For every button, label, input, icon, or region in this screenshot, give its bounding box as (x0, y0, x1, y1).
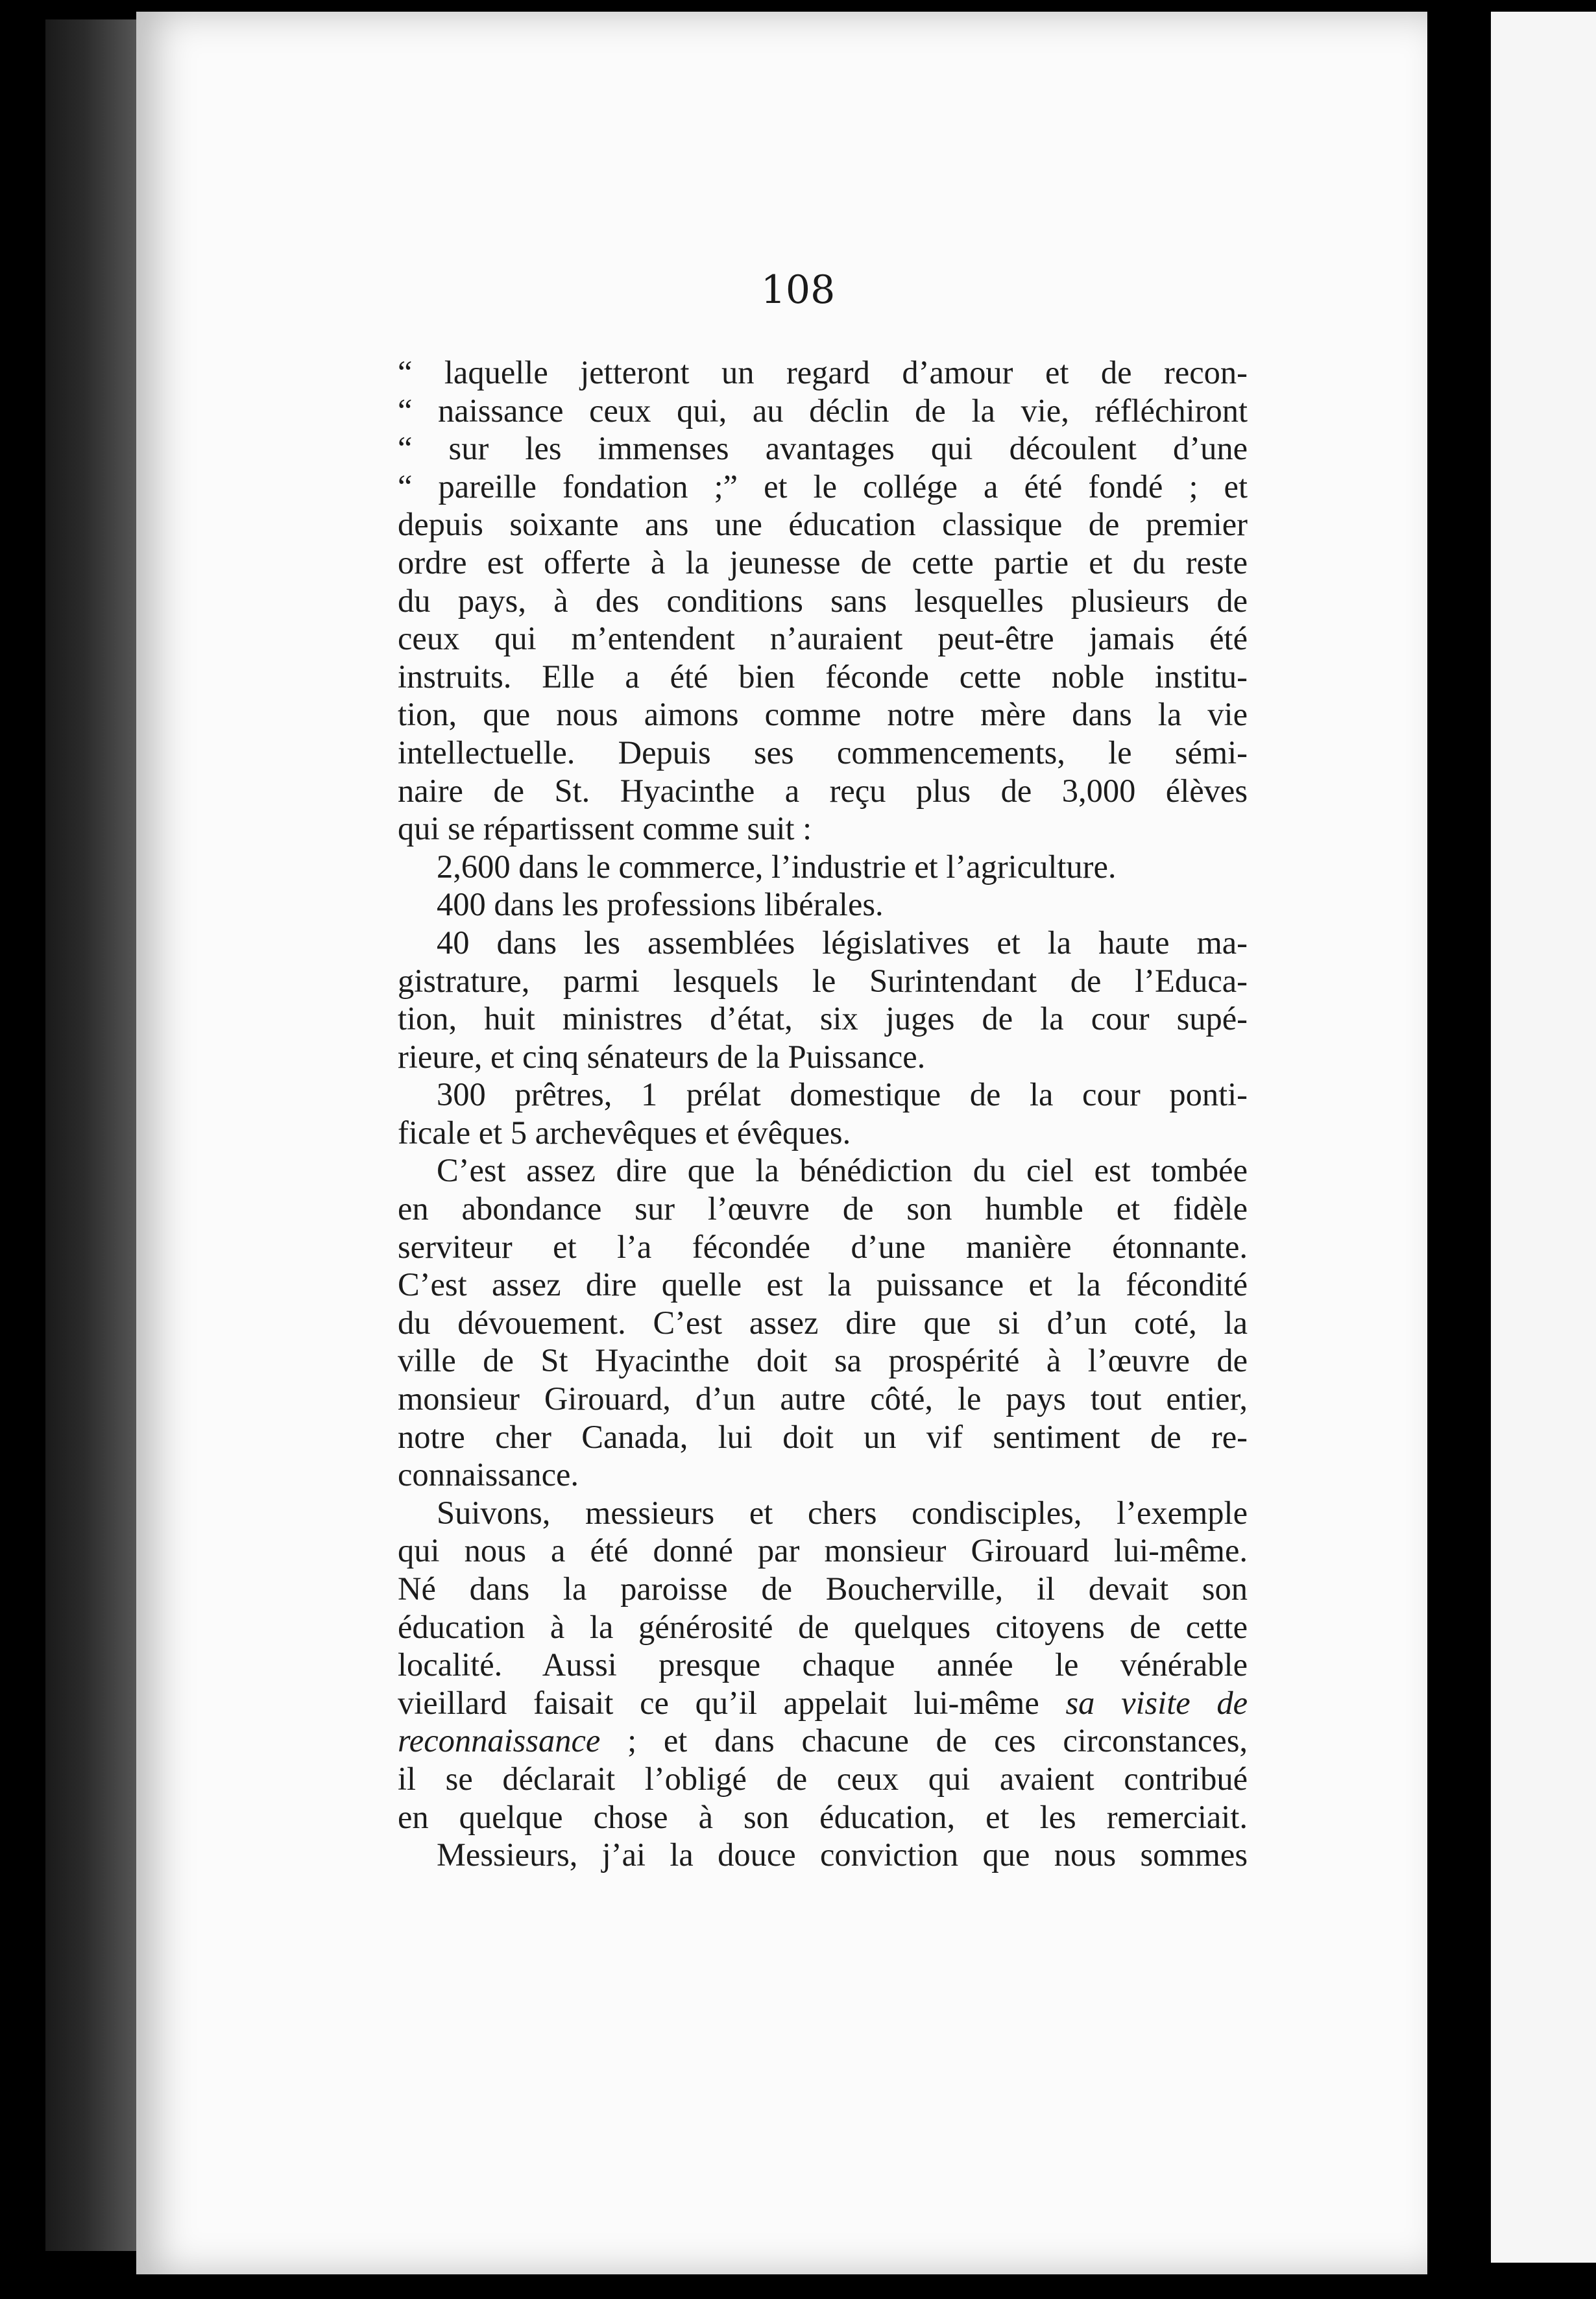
text-line (398, 1646, 1248, 1684)
text-line (398, 1418, 1248, 1456)
text-line (398, 1570, 1248, 1608)
line-text: il se déclarait l’obligé de ceux qui avaient contribué (398, 1760, 1248, 1797)
text-line (398, 1494, 1248, 1532)
line-text: 300 prêtres, 1 prélat domestique de la cour ponti- (437, 1076, 1248, 1113)
text-line (398, 1228, 1248, 1266)
line-text: Suivons, messieurs et chers condisciples, l’exemple (437, 1494, 1248, 1531)
line-text: qui se répartissent comme suit : (398, 810, 812, 847)
line-text: monsieur Girouard, d’un autre côté, le pays tout entier, (398, 1380, 1248, 1417)
line-text: qui nous a été donné par monsieur Girouard lui-même. (398, 1532, 1248, 1569)
line-text: “ sur les immenses avantages qui découlent d’une (398, 430, 1248, 467)
text-line (398, 1304, 1248, 1342)
line-text: connaissance. (398, 1456, 579, 1493)
line-text: “ naissance ceux qui, au déclin de la vie, réfléchiront (398, 392, 1248, 429)
line-text: “ laquelle jetteront un regard d’amour et de recon- (398, 354, 1248, 391)
line-text: rieure, et cinq sénateurs de la Puissance. (398, 1038, 926, 1075)
text-line (398, 1760, 1248, 1798)
text-line (398, 1038, 1248, 1076)
text-line (398, 1114, 1248, 1152)
text-line (398, 695, 1248, 734)
line-text: C’est assez dire que la bénédiction du ciel est tombée (437, 1152, 1248, 1189)
text-line (398, 658, 1248, 696)
text-line (398, 1456, 1248, 1494)
line-text: ficale et 5 archevêques et évêques. (398, 1114, 851, 1151)
text-line (398, 354, 1248, 392)
text-line (398, 772, 1248, 810)
text-line (398, 810, 1248, 848)
text-line (398, 734, 1248, 772)
line-text: “ pareille fondation ;” et le collége a été fondé ; et (398, 468, 1248, 505)
line-text: du pays, à des conditions sans lesquelles plusieurs de (398, 582, 1248, 619)
line-text: tion, huit ministres d’état, six juges de la cour supé- (398, 1000, 1248, 1037)
line-text: vieillard faisait ce qu’il appelait lui-même (398, 1684, 1039, 1721)
line-text: du dévouement. C’est assez dire que si d’un coté, la (398, 1304, 1248, 1341)
text-line (398, 1000, 1248, 1038)
line-text: éducation à la générosité de quelques citoyens de cette (398, 1608, 1248, 1645)
line-text: tion, que nous aimons comme notre mère dans la vie (398, 696, 1248, 733)
text-line (398, 468, 1248, 506)
line-text: en quelque chose à son éducation, et les remerciait. (398, 1798, 1248, 1835)
text-line (398, 962, 1248, 1000)
line-text: Né dans la paroisse de Boucherville, il devait son (398, 1571, 1248, 1607)
line-text: 40 dans les assemblées législatives et la haute ma- (437, 924, 1248, 961)
italic-phrase: reconnaissance (398, 1722, 601, 1759)
line-text: serviteur et l’a fécondée d’une manière étonnante. (398, 1228, 1248, 1265)
line-text: depuis soixante ans une éducation classique de premier (398, 506, 1248, 543)
text-line (398, 1532, 1248, 1570)
text-line (398, 1798, 1248, 1836)
line-text: ceux qui m’entendent n’auraient peut-être jamais été (398, 620, 1248, 657)
line-text: Messieurs, j’ai la douce conviction que nous sommes (437, 1836, 1248, 1873)
line-text: gistrature, parmi lesquels le Surintendant de l’Educa- (398, 962, 1248, 999)
text-line (398, 1836, 1248, 1874)
line-text: C’est assez dire quelle est la puissance et la fécondité (398, 1266, 1248, 1303)
text-line (398, 885, 1248, 924)
text-line (398, 505, 1248, 544)
line-text: instruits. Elle a été bien féconde cette noble institu- (398, 658, 1248, 695)
text-line (398, 848, 1248, 886)
line-text: notre cher Canada, lui doit un vif sentiment de re- (398, 1418, 1248, 1455)
text-line (398, 582, 1248, 620)
line-text: 2,600 dans le commerce, l’industrie et l’agriculture. (437, 848, 1117, 885)
body-text (398, 354, 1248, 1874)
line-text: en abondance sur l’œuvre de son humble et fidèle (398, 1190, 1248, 1227)
page-number: 108 (760, 267, 836, 313)
text-line (398, 1684, 1248, 1722)
text-line (398, 1076, 1248, 1114)
text-line (398, 1266, 1248, 1304)
text-line (398, 924, 1248, 962)
line-text: naire de St. Hyacinthe a reçu plus de 3,000 élèves (398, 772, 1248, 809)
line-text: localité. Aussi presque chaque année le vénérable (398, 1646, 1248, 1683)
text-line (398, 1151, 1248, 1190)
line-text: ; et dans chacune de ces circonstances, (600, 1722, 1248, 1759)
text-line (398, 620, 1248, 658)
line-text: ville de St Hyacinthe doit sa prospérité à l’œuvre de (398, 1342, 1248, 1379)
line-text: 400 dans les professions libérales. (437, 886, 884, 923)
text-line (398, 1608, 1248, 1646)
text-line (398, 1190, 1248, 1228)
text-line (398, 1722, 1248, 1760)
line-text: intellectuelle. Depuis ses commencements, le sémi- (398, 734, 1248, 771)
text-line (398, 392, 1248, 430)
line-text: ordre est offerte à la jeunesse de cette partie et du reste (398, 544, 1248, 581)
italic-phrase: sa visite de (1065, 1684, 1248, 1721)
text-line (398, 1342, 1248, 1380)
text-line (398, 544, 1248, 582)
facing-page-edge (1491, 12, 1596, 2263)
text-line (398, 429, 1248, 468)
text-line (398, 1380, 1248, 1418)
